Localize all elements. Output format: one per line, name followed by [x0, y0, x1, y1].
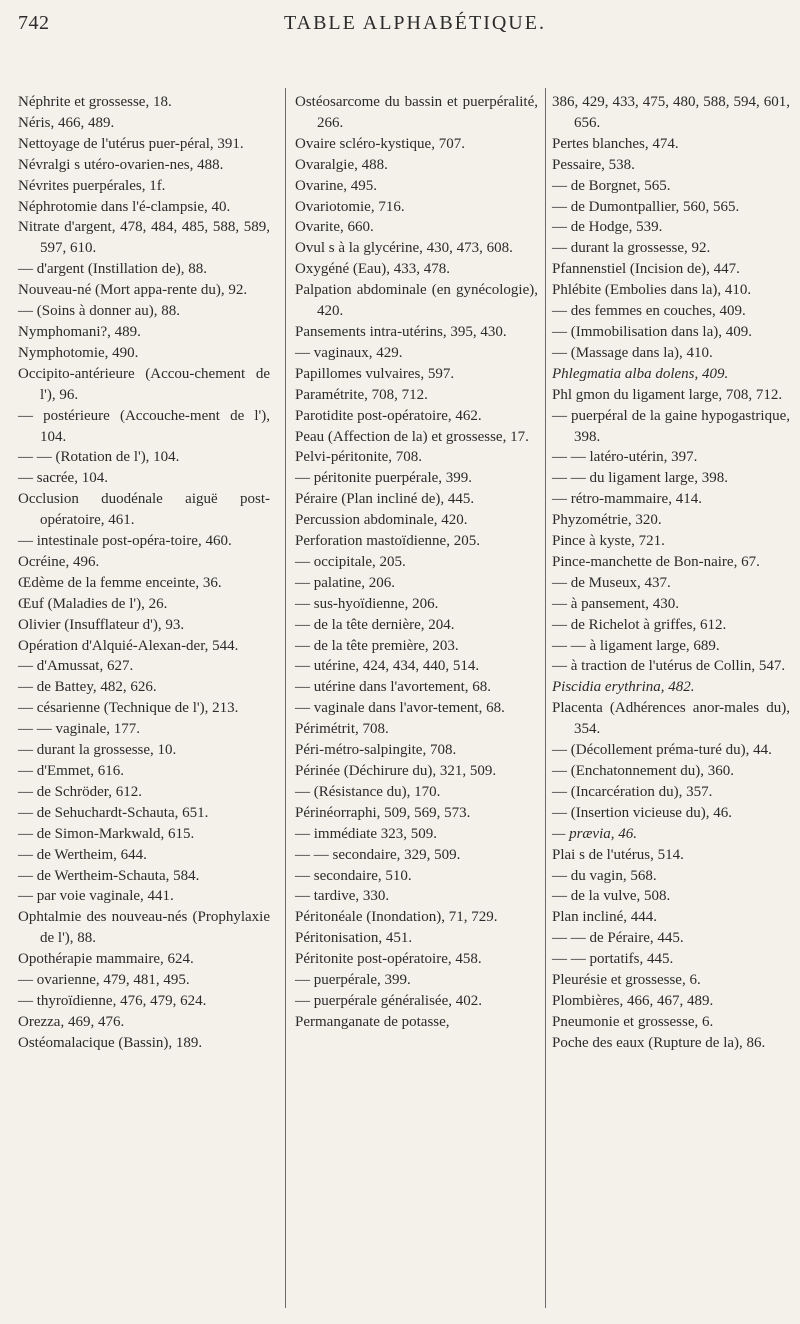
index-entry: — de Battey, 482, 626. — [18, 679, 157, 696]
index-entry: Piscidia erythrina, 482. — [552, 679, 695, 696]
index-entry: Œdème de la femme enceinte, 36. — [18, 574, 222, 591]
running-title: TABLE ALPHABÉTIQUE. — [284, 12, 546, 34]
index-entry: Ovul s à la glycérine, 430, 473, 608. — [295, 240, 513, 257]
index-entry: Périnée (Déchirure du), 321, 509. — [295, 763, 497, 779]
index-entry: Pansements intra-utérins, 395, 430. — [295, 323, 507, 340]
index-entry: — (Décollement préma-turé du), 44. — [552, 742, 772, 759]
index-entry: — d'argent (Instillation de), 88. — [18, 261, 208, 278]
index-entry: Orezza, 469, 476. — [18, 1013, 125, 1030]
index-entry: Pleurésie et grossesse, 6. — [552, 972, 701, 989]
index-entry: Péri-métro-salpingite, 708. — [295, 742, 457, 759]
index-entry: Nouveau-né (Mort appa-rente du), 92. — [18, 282, 248, 299]
index-entry: Ovarine, 495. — [295, 177, 378, 194]
index-entry: Périnéorraphi, 509, 569, 573. — [295, 804, 471, 821]
index-entry: — par voie vaginale, 441. — [18, 888, 174, 905]
index-entry: Péraire (Plan incliné de), 445. — [295, 491, 475, 508]
index-entry: Péritonéale (Inondation), 71, 729. — [295, 909, 498, 926]
index-entry: Phl gmon du ligament large, 708, 712. — [552, 386, 783, 403]
index-entry: — de Sehuchardt-Schauta, 651. — [18, 804, 209, 821]
index-entry: — — vaginale, 177. — [18, 721, 141, 738]
index-entry: — césarienne (Technique de l'), 213. — [18, 700, 239, 717]
index-entry: Pessaire, 538. — [552, 156, 635, 173]
index-entry: — de la vulve, 508. — [552, 888, 671, 905]
index-entry: — d'Emmet, 616. — [18, 763, 125, 779]
index-entry: Placenta (Adhérences anor-males du), 354. — [552, 700, 790, 738]
index-entry: Poche des eaux (Rupture de la), 86. — [552, 1034, 766, 1051]
index-entry: — (Résistance du), 170. — [295, 783, 441, 800]
index-entry: Ovarite, 660. — [295, 219, 374, 236]
index-entry: Pince-manchette de Bon-naire, 67. — [552, 553, 760, 570]
index-entry: — prævia, 46. — [552, 825, 638, 842]
index-entry: — de Hodge, 539. — [552, 219, 663, 236]
index-entry: Papillomes vulvaires, 597. — [295, 365, 455, 382]
index-entry: — — latéro-utérin, 397. — [552, 449, 698, 466]
index-entry: Ostéomalacique (Bassin), 189. — [18, 1034, 203, 1051]
index-entry: — sus-hyoïdienne, 206. — [295, 595, 439, 612]
index-entry: — (Enchatonnement du), 360. — [552, 763, 735, 779]
index-entry: Peau (Affection de la) et grossesse, 17. — [295, 428, 529, 445]
index-entry: Plai s de l'utérus, 514. — [552, 846, 684, 863]
index-entry: — sacrée, 104. — [18, 470, 108, 487]
index-entry: Parotidite post-opératoire, 462. — [295, 407, 482, 424]
index-entry: Ovariotomie, 716. — [295, 198, 405, 215]
index-entry: — de Dumontpallier, 560, 565. — [552, 198, 740, 215]
index-entry: — rétro-mammaire, 414. — [552, 491, 702, 508]
index-entry: — (Incarcération du), 357. — [552, 783, 713, 800]
index-entry: Néris, 466, 489. — [18, 114, 115, 131]
index-entry: Paramétrite, 708, 712. — [295, 386, 428, 403]
index-entry: — (Immobilisation dans la), 409. — [552, 323, 752, 340]
index-entry: Perforation mastoïdienne, 205. — [295, 533, 480, 550]
index-entry: Opothérapie mammaire, 624. — [18, 951, 194, 968]
index-entry: — — du ligament large, 398. — [552, 470, 728, 487]
index-entry: Palpation abdominale (en gynécologie), 420. — [295, 282, 538, 320]
index-entry: — de Simon-Markwald, 615. — [18, 825, 195, 842]
index-entry: Pelvi-péritonite, 708. — [295, 449, 423, 466]
index-entry: Nettoyage de l'utérus puer-péral, 391. — [18, 135, 244, 152]
index-entry: Pneumonie et grossesse, 6. — [552, 1013, 714, 1030]
index-entry: — (Insertion vicieuse du), 46. — [552, 804, 732, 821]
index-entry: Pertes blanches, 474. — [552, 135, 679, 152]
index-entry: Phlegmatia alba dolens, 409. — [552, 365, 729, 382]
index-entry: — de Borgnet, 565. — [552, 177, 671, 194]
page-number: 742 — [18, 12, 50, 34]
index-entry: — de Richelot à griffes, 612. — [552, 616, 727, 633]
index-entry: Périmétrit, 708. — [295, 721, 389, 738]
index-entry: Plombières, 466, 467, 489. — [552, 992, 714, 1009]
index-entry: — palatine, 206. — [295, 574, 395, 591]
index-entry: Ocréine, 496. — [18, 553, 100, 570]
index-entry: Permanganate de potasse, — [295, 1013, 450, 1030]
index-entry: — de Schröder, 612. — [18, 783, 142, 800]
index-entry: — thyroïdienne, 476, 479, 624. — [18, 992, 207, 1009]
column-divider — [545, 88, 546, 1308]
index-entry: Nymphotomie, 490. — [18, 344, 139, 361]
index-entry: — occipitale, 205. — [295, 553, 406, 570]
index-entry: Plan incliné, 444. — [552, 909, 657, 926]
index-entry: 386, 429, 433, 475, 480, 588, 594, 601, 656. — [552, 94, 790, 131]
index-entry: — de Wertheim, 644. — [18, 846, 147, 863]
index-entry: Péritonisation, 451. — [295, 930, 413, 947]
index-entry: — postérieure (Accouche-ment de l'), 104. — [18, 407, 270, 445]
index-entry: — vaginale dans l'avor-tement, 68. — [295, 700, 505, 717]
index-entry: — durant la grossesse, 92. — [552, 240, 711, 257]
index-entry: — de Museux, 437. — [552, 574, 671, 591]
index-entry: Phyzométrie, 320. — [552, 512, 662, 529]
index-entry: — durant la grossesse, 10. — [18, 742, 177, 759]
index-entry: Ovaralgie, 488. — [295, 156, 388, 173]
index-entry: Nitrate d'argent, 478, 484, 485, 588, 589, 597, 610. — [18, 219, 270, 257]
index-entry: — de la tête dernière, 204. — [295, 616, 455, 633]
index-entry: Ostéosarcome du bassin et puerpéralité, 266. — [295, 94, 538, 131]
index-entry: — puerpérale généralisée, 402. — [295, 992, 482, 1009]
column-divider — [285, 88, 286, 1308]
index-entry: Ophtalmie des nouveau-nés (Prophylaxie de l'), 88. — [18, 909, 270, 947]
index-entry: Nymphomani?, 489. — [18, 323, 141, 340]
index-column-1 — [18, 92, 270, 1054]
index-entry: — — à ligament large, 689. — [552, 637, 720, 654]
index-entry: — ovarienne, 479, 481, 495. — [18, 972, 190, 989]
index-entry: — d'Amussat, 627. — [18, 658, 134, 675]
index-entry: Névralgi s utéro-ovarien-nes, 488. — [18, 156, 224, 173]
index-entry: Néphrite et grossesse, 18. — [18, 94, 172, 110]
index-column-3 — [552, 92, 790, 1054]
index-entry: — du vagin, 568. — [552, 867, 657, 884]
index-entry: — de Wertheim-Schauta, 584. — [18, 867, 200, 884]
index-entry: Névrites puerpérales, 1f. — [18, 177, 166, 194]
index-entry: Occlusion duodénale aiguë post-opératoire, 461. — [18, 491, 270, 529]
index-entry: Néphrotomie dans l'é-clampsie, 40. — [18, 198, 231, 215]
index-entry: — — portatifs, 445. — [552, 951, 674, 968]
index-entry: Pince à kyste, 721. — [552, 533, 665, 550]
index-entry: — intestinale post-opéra-toire, 460. — [18, 533, 232, 550]
index-entry: — utérine dans l'avortement, 68. — [295, 679, 491, 696]
index-entry: Phlébite (Embolies dans la), 410. — [552, 282, 752, 299]
index-entry: — — de Péraire, 445. — [552, 930, 684, 947]
index-entry: — vaginaux, 429. — [295, 344, 403, 361]
index-entry: — puerpérale, 399. — [295, 972, 411, 989]
index-entry: — des femmes en couches, 409. — [552, 303, 746, 320]
index-entry: Péritonite post-opératoire, 458. — [295, 951, 482, 968]
index-entry: — secondaire, 510. — [295, 867, 412, 884]
index-entry: — à pansement, 430. — [552, 595, 680, 612]
index-entry: — — (Rotation de l'), 104. — [18, 449, 180, 466]
index-entry: Opération d'Alquié-Alexan-der, 544. — [18, 637, 239, 654]
index-entry: Œuf (Maladies de l'), 26. — [18, 595, 168, 612]
index-entry: — puerpéral de la gaine hypogastrique, 398. — [552, 407, 790, 445]
index-entry: Pfannenstiel (Incision de), 447. — [552, 261, 740, 278]
index-entry: — de la tête première, 203. — [295, 637, 459, 654]
index-entry: — à traction de l'utérus de Collin, 547. — [552, 658, 786, 675]
index-entry: — utérine, 424, 434, 440, 514. — [295, 658, 480, 675]
index-entry: Percussion abdominale, 420. — [295, 512, 468, 529]
index-entry: Oxygéné (Eau), 433, 478. — [295, 261, 450, 278]
page-header — [18, 12, 782, 42]
index-entry: Ovaire scléro-kystique, 707. — [295, 135, 465, 152]
index-column-2 — [295, 92, 538, 1033]
index-entry: — immédiate 323, 509. — [295, 825, 438, 842]
index-entry: Olivier (Insufflateur d'), 93. — [18, 616, 185, 633]
index-entry: — (Massage dans la), 410. — [552, 344, 713, 361]
index-entry: — péritonite puerpérale, 399. — [295, 470, 473, 487]
index-entry: — (Soins à donner au), 88. — [18, 303, 181, 320]
index-entry: — — secondaire, 329, 509. — [295, 846, 461, 863]
index-entry: Occipito-antérieure (Accou-chement de l'), 96. — [18, 365, 270, 403]
index-entry: — tardive, 330. — [295, 888, 390, 905]
